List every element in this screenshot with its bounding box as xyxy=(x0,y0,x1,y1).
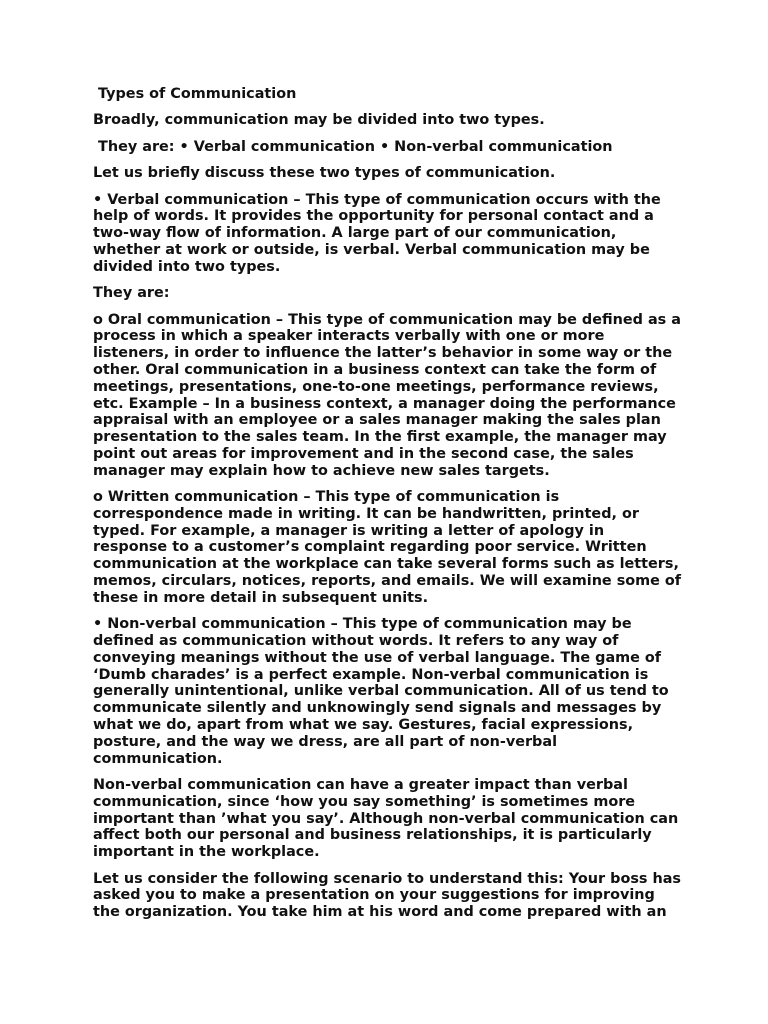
paragraph-verbal: • Verbal communication – This type of communication occurs with the help of words. It provides the opportunity for personal contact and a two-way flow of information. A large part of our communication, whether at work or outside, is verbal. Verbal communication may be divided into two types. xyxy=(93,191,666,275)
paragraph: They are: • Verbal communication • Non-verbal communication xyxy=(93,138,613,155)
document-page xyxy=(93,86,687,931)
paragraph: Non-verbal communication can have a greater impact than verbal communication, since ‘how you say something’ is sometimes more important than ’what you say’. Although non-verbal communication can affect both our personal and business relationships, it is particularly important in the workplace. xyxy=(93,777,684,861)
paragraph: Let us briefly discuss these two types of communication. xyxy=(93,165,556,182)
paragraph: They are: xyxy=(93,285,170,302)
document-title: Types of Communication xyxy=(93,86,297,102)
paragraph-written: o Written communication – This type of communication is correspondence made in writing. It can be handwritten, printed, or typed. For example, a manager is writing a letter of apology in response to a customer’s complaint regarding poor service. Written communication at the workplace can take several forms such as letters, memos, circulars, notices, reports, and emails. We will examine some of these in more detail in subsequent units. xyxy=(93,489,687,606)
paragraph: Broadly, communication may be divided into two types. xyxy=(93,112,545,129)
paragraph-nonverbal: • Non-verbal communication – This type of communication may be defined as communication without words. It refers to any way of conveying meanings without the use of verbal language. The game of ‘Dumb charades’ is a perfect example. Non-verbal communication is generally unintentional, unlike verbal communication. All of us tend to communicate silently and unknowingly send signals and messages by what we do, apart from what we say. Gestures, facial expressions, posture, and the way we dress, are all part of non-verbal communication. xyxy=(93,616,674,767)
paragraph-oral: o Oral communication – This type of communication may be defined as a process in which a speaker interacts verbally with one or more listeners, in order to influence the latter’s behavior in some way or the other. Oral communication in a business context can take the form of meetings, presentations, one-to-one meetings, performance reviews, etc. Example – In a business context, a manager doing the performance appraisal with an employee or a sales manager making the sales plan presentation to the sales team. In the first example, the manager may point out areas for improvement and in the second case, the sales manager may explain how to achieve new sales targets. xyxy=(93,311,686,479)
paragraph: Let us consider the following scenario to understand this: Your boss has asked you to make a presentation on your suggestions for improving the organization. You take him at his word and come prepared with an xyxy=(93,870,687,921)
